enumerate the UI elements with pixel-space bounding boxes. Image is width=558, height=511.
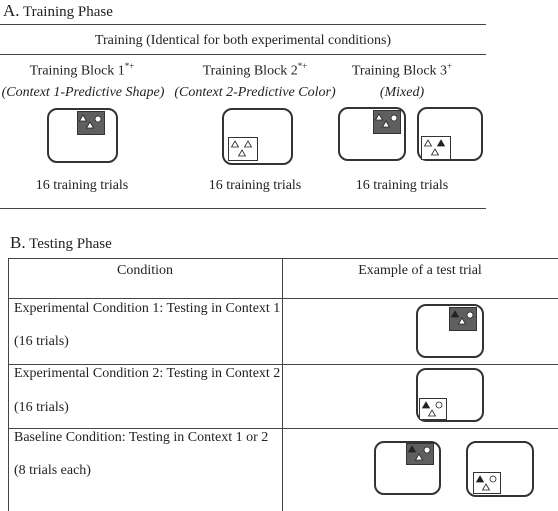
- block-3-sup: +: [447, 61, 453, 71]
- row-2-condition: Experimental Condition 2: Testing in Context 2: [14, 366, 281, 381]
- block-3-stimulus-dark: [373, 110, 401, 139]
- section-b-letter: B.: [10, 233, 26, 252]
- block-2-context: (Context 2-Predictive Color): [174, 85, 336, 100]
- row-1-stimulus: [449, 307, 477, 336]
- circle-icon: [490, 476, 496, 482]
- table-header-rule: [8, 298, 558, 299]
- section-a-letter: A.: [3, 1, 20, 20]
- column-header-condition: Condition: [116, 263, 173, 278]
- block-2-sup: *+: [297, 61, 308, 71]
- row-2-stimulus: [419, 398, 447, 425]
- row-3-stimulus-dark: [406, 443, 434, 470]
- table-top-rule: [8, 258, 558, 259]
- block-3-trials: 16 training trials: [355, 178, 449, 193]
- block-3-stimulus-light: [421, 136, 451, 165]
- block-1-trials: 16 training trials: [35, 178, 129, 193]
- block-1-context: (Context 1-Predictive Shape): [1, 85, 165, 100]
- table-column-divider: [282, 258, 283, 511]
- table-row-rule-1: [8, 364, 558, 365]
- section-a-bottom-rule: [0, 208, 486, 209]
- column-header-example: Example of a test trial: [358, 263, 482, 278]
- block-1-stimulus-dark: [77, 111, 105, 140]
- block-3-context: (Mixed): [379, 85, 425, 100]
- block-1-sup: *+: [124, 61, 135, 71]
- block-1-title: [0, 61, 164, 80]
- block-2-trials: 16 training trials: [208, 178, 302, 193]
- block-3-title: [340, 61, 464, 80]
- circle-icon: [467, 312, 473, 318]
- block-3-context-text: Mixed: [384, 85, 420, 100]
- row-3-stimulus-light: [473, 472, 501, 499]
- training-header: Training (Identical for both experimental conditions): [94, 33, 392, 48]
- section-a-top-rule: [0, 24, 486, 25]
- circle-icon: [424, 447, 430, 453]
- row-3-trials: (8 trials each): [14, 463, 91, 478]
- circle-icon: [95, 116, 101, 122]
- row-1-trials: (16 trials): [14, 334, 69, 349]
- block-2-context-text: Context 2-Predictive Color: [179, 85, 331, 100]
- table-left-border: [8, 258, 9, 511]
- block-2-title: [170, 61, 340, 80]
- block-1-name: Training Block 1: [29, 63, 125, 79]
- section-b-heading: [10, 233, 112, 253]
- row-1-condition: Experimental Condition 1: Testing in Context 1: [14, 301, 281, 316]
- section-b-title: Testing Phase: [29, 236, 112, 252]
- circle-icon: [391, 115, 397, 121]
- circle-icon: [436, 402, 442, 408]
- block-1-context-text: Context 1-Predictive Shape: [6, 85, 160, 100]
- row-2-trials: (16 trials): [14, 400, 69, 415]
- section-a-heading: [3, 1, 113, 21]
- section-a-title: Training Phase: [23, 4, 113, 20]
- block-3-name: Training Block 3: [351, 63, 448, 79]
- row-3-condition: Baseline Condition: Testing in Context 1 or 2: [14, 430, 269, 445]
- training-header-rule: [0, 54, 486, 55]
- table-row-rule-2: [8, 428, 558, 429]
- block-2-name: Training Block 2: [202, 63, 298, 79]
- block-2-stimulus-light: [228, 137, 258, 166]
